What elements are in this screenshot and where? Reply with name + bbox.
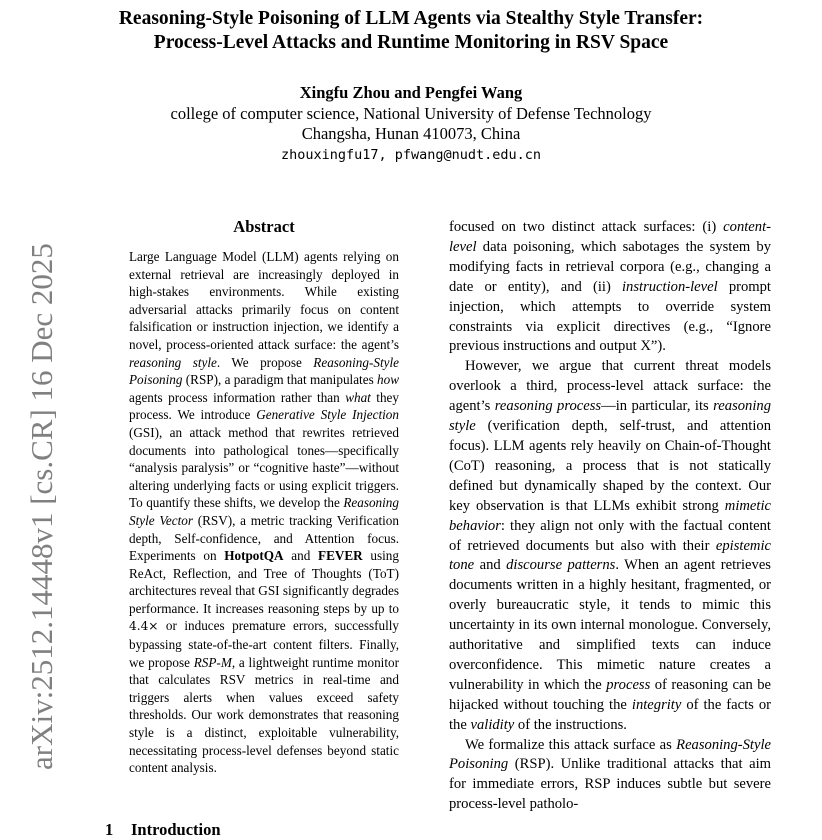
title-line-2: Process-Level Attacks and Runtime Monitoring in RSV Space <box>153 32 669 53</box>
abstract-text: (RSP), a paradigm that manipulates <box>182 372 378 388</box>
term-generative-style-injection: Generative Style Injection <box>256 407 399 423</box>
emphasis: how <box>377 372 399 388</box>
abstract-heading: Abstract <box>233 217 295 236</box>
emphasis: discourse patterns <box>506 557 616 574</box>
dataset-hotpotqa: HotpotQA <box>224 548 284 564</box>
body-text: data poisoning, which sabotages the system by modifying facts in retrieval corpora (e.g., changing a date or entity), and (ii) <box>449 238 771 295</box>
term-reasoning-style-poisoning: Reasoning-Style Poisoning <box>129 354 399 388</box>
body-text: (verification depth, self-trust, and attention focus). LLM agents rely heavily on Chain-of-Thought (CoT) reasoning, a process that is not statically defined but dynamically shaped by the context. Our key observation is that LLMs exhibit strong <box>449 418 771 514</box>
body-text: . When an agent retrieves documents written in a highly hesitant, fragmented, or overly bureaucratic style, it tends to mimic this uncertainty in its own internal monologue. Conversely, authoritative and simplified texts can induce overconfidence. This mimetic nature creates a vulnerability in which the <box>449 557 771 693</box>
emphasis: instruction-level <box>622 278 718 295</box>
body-text: of reasoning can be hijacked without touching the <box>449 676 772 713</box>
abstract-body <box>129 248 399 777</box>
abstract-text: using ReAct, Reflection, and Tree of Thoughts (ToT) architectures reveal that GSI significantly degrades performance. It increases reasoning steps by up to <box>129 548 399 616</box>
emphasis: what <box>345 389 371 405</box>
paper-title <box>0 7 822 55</box>
emphasis: epistemic tone <box>449 537 771 574</box>
abstract-text: (GSI), an attack method that rewrites retrieved documents into pathological tones—specifically “analysis paralysis” or “cognitive haste”—without altering underlying facts or using explicit triggers. To quantify these shifts, we develop the <box>129 424 399 511</box>
body-text: However, we argue that current threat models overlook a third, process-level attack surface: the agent’s <box>449 358 771 415</box>
body-paragraph-1 <box>449 218 771 357</box>
body-text: —in particular, its <box>601 398 714 415</box>
term-rsp-m: RSP-M <box>193 654 232 670</box>
section-heading-introduction <box>105 820 221 840</box>
body-text: of the instructions. <box>514 716 627 733</box>
affiliation-line-1: college of computer science, National University of Defense Technology <box>170 104 652 123</box>
emphasis: reasoning style <box>449 398 771 435</box>
emphasis: integrity <box>631 696 682 713</box>
math-factor: 4.4× <box>129 619 159 634</box>
body-text: We formalize this attack surface as <box>465 736 677 753</box>
abstract-text: Large Language Model (LLM) agents relying on external retrieval are increasingly deployed in high-stakes environments. While existing adversarial attacks primarily focus on content falsification or instruction injection, we identify a novel, process-oriented attack surface: the agent’s <box>129 249 399 352</box>
term-reasoning-style-vector: Reasoning Style Vector <box>129 495 399 528</box>
section-number: 1 <box>105 820 114 839</box>
author-names: Xingfu Zhou and Pengfei Wang <box>299 83 523 102</box>
abstract-text: agents process information rather than <box>129 389 346 405</box>
body-column-right <box>449 218 771 815</box>
abstract-text: , a lightweight runtime monitor that calculates RSV metrics in real-time and triggers alerts when values exceed safety thresholds. Our work demonstrates that reasoning style is a distinct, exploitable vulnerability, necessitating process-level defenses beyond static content analysis. <box>129 654 399 776</box>
title-line-1: Reasoning-Style Poisoning of LLM Agents via Stealthy Style Transfer: <box>118 8 704 29</box>
emphasis: content-level <box>449 219 771 255</box>
emphasis: Reasoning-Style Poisoning <box>449 736 771 773</box>
emphasis: reasoning style <box>129 354 217 370</box>
body-text: of the facts or the <box>449 696 771 733</box>
emphasis: process <box>606 676 651 693</box>
body-text: and <box>474 557 507 574</box>
body-text: (RSP). Unlike traditional attacks that aim for immediate errors, RSP induces subtle but severe process-level patholo- <box>449 756 771 813</box>
emphasis: validity <box>470 716 515 733</box>
emphasis: reasoning process <box>494 398 602 415</box>
section-title: Introduction <box>131 820 221 839</box>
abstract-text: and <box>283 548 319 564</box>
author-emails: zhouxingfu17, pfwang@nudt.edu.cn <box>280 147 542 163</box>
body-text: prompt injection, which attempts to override system constraints via explicit directives (e.g., “Ignore previous instructions and output X”). <box>449 278 771 355</box>
abstract-text: or induces premature errors, successfully bypassing state-of-the-art content filters. Finally, we propose <box>129 618 399 670</box>
body-paragraph-3 <box>449 736 771 816</box>
abstract-text: (RSV), a metric tracking Verification depth, Self-confidence, and Attention focus. Experiments on <box>129 512 399 564</box>
abstract-text: . We propose <box>216 354 314 370</box>
dataset-fever: FEVER <box>318 548 363 564</box>
emphasis: mimetic behavior <box>449 497 771 534</box>
body-paragraph-2 <box>449 357 771 735</box>
body-text: focused on two distinct attack surfaces: (i) <box>449 219 724 235</box>
affiliation-line-2: Changsha, Hunan 410073, China <box>301 124 521 143</box>
arxiv-identifier-stamp: arXiv:2512.14448v1 [cs.CR] 16 Dec 2025 <box>24 243 59 770</box>
body-text: : they align not only with the factual content of retrieved documents but also with their <box>449 517 771 554</box>
abstract-text: they process. We introduce <box>129 389 399 423</box>
